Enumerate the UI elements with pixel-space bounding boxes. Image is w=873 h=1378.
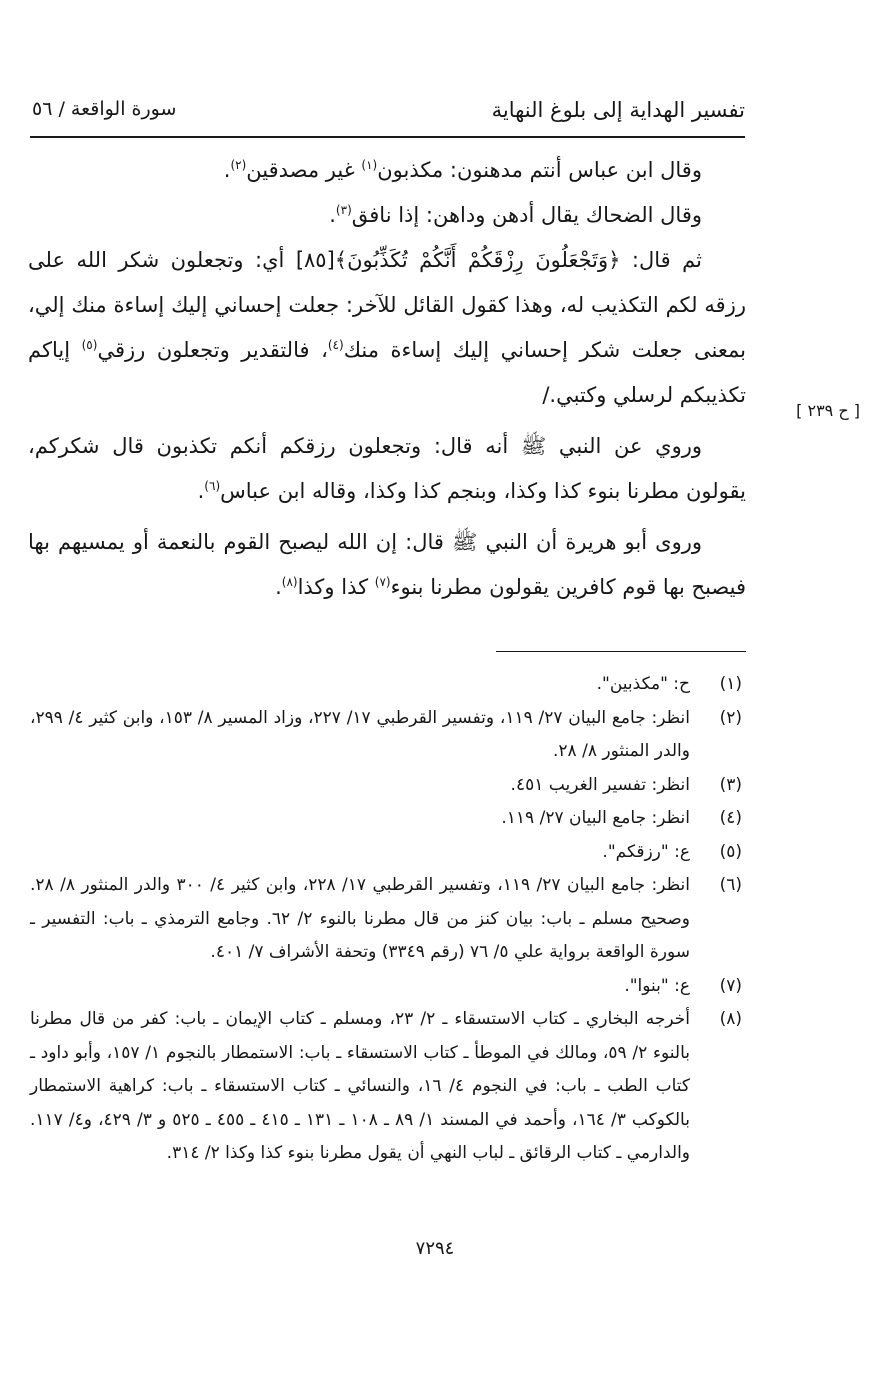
- paragraph-3: ثم قال: ﴿وَتَجْعَلُونَ رِزْقَكُمْ أَنَّكُمْ تُكَذِّبُونَ﴾[٨٥] أي: وتجعلون شكر الله على رزقه لكم التكذيب له، وهذا كقول القائل للآخر: جعلت إحساني إليك إساءة منك إلي، بمعنى جعلت شكر إحساني إليك إساءة منك$^{(٤)}$، فالتقدير وتجعلون رزقي$^{(٥)}$ إياكم تكذيبكم لرسلي وكتبي./: [28, 248, 746, 407]
- footnote-item: [30, 702, 742, 769]
- footnote-ref: (٢): [230, 158, 247, 172]
- manuscript-margin-note: [ ح ٢٣٩ ]: [796, 401, 860, 420]
- footnote-ref: (٣): [335, 203, 352, 217]
- footnote-ref: (٥): [81, 338, 98, 352]
- footnote-ref: (١): [361, 158, 378, 172]
- footnote-number: (٦): [719, 875, 742, 895]
- footnote-item: [30, 836, 742, 870]
- paragraph-5: وروى أبو هريرة أن النبي ﷺ قال: إن الله ليصبح القوم بالنعمة أو يمسيهم بها فيصبح بها قوم كافرين يقولون مطرنا بنوء$^{(٧)}$ كذا وكذا$^{(٨)}$.: [28, 530, 746, 599]
- footnote-number: (٨): [719, 1009, 742, 1029]
- footnote-text: انظر: جامع البيان ٢٧/ ١١٩.: [501, 808, 690, 828]
- footnote-text: انظر: جامع البيان ٢٧/ ١١٩، وتفسير القرطبي ١٧/ ٢٢٨، وابن كثير ٤/ ٣٠٠ والدر المنثور ٨/ ٢٨. وصحيح مسلم ـ باب: بيان كنز من قال مطرنا بالنوء ٢/ ٦٢. وجامع الترمذي ـ باب: التفسير ـ سورة الواقعة برواية علي ٥/ ٧٦ (رقم ٣٣٤٩) وتحفة الأشراف ٧/ ٤٠١.: [30, 875, 690, 962]
- footnote-item: [30, 869, 742, 970]
- footnote-number: (٥): [719, 841, 742, 862]
- paragraph-4: وروي عن النبي ﷺ أنه قال: وتجعلون رزقكم أنكم تكذبون قال شكركم، يقولون مطرنا بنوء كذا وكذا، وبنجم كذا وكذا، وقاله ابن عباس$^{(٦)}$.: [28, 434, 746, 503]
- footnote-number: (٧): [719, 975, 742, 996]
- footnote-item: [30, 802, 742, 836]
- footnotes: [30, 668, 742, 1171]
- paragraph-1: وقال ابن عباس أنتم مدهنون: مكذبون$^{(١)}$ غير مصدقين$^{(٢)}$.: [223, 158, 702, 182]
- page-number: ٧٢٩٤: [415, 1238, 455, 1259]
- footnote-number: (٤): [719, 808, 742, 828]
- footnote-text: انظر: جامع البيان ٢٧/ ١١٩، وتفسير القرطبي ١٧/ ٢٢٧، وزاد المسير ٨/ ١٥٣، وابن كثير ٤/ ٢٩٩، والدر المنثور ٨/ ٢٨.: [30, 707, 690, 761]
- footnote-text: ع: "بنوا".: [624, 975, 690, 996]
- main-text: [28, 148, 746, 610]
- surah-page-label: سورة الواقعة / ٥٦: [32, 98, 177, 120]
- footnote-text: ح: "مكذبين".: [596, 674, 690, 694]
- footnote-ref: (٤): [327, 338, 344, 352]
- footnote-item: [30, 1003, 742, 1171]
- footnote-text: ع: "رزقكم".: [602, 841, 690, 862]
- running-header: [30, 92, 745, 138]
- book-title: تفسير الهداية إلى بلوغ النهاية: [491, 98, 745, 122]
- paragraph-2: وقال الضحاك يقال أدهن وداهن: إذا نافق$^{(٣)}$.: [329, 203, 702, 227]
- footnote-text: انظر: تفسير الغريب ٤٥١.: [510, 774, 690, 795]
- footnote-ref: (٦): [204, 479, 221, 493]
- footnote-ref: (٨): [281, 575, 298, 589]
- footnote-number: (٣): [719, 774, 742, 795]
- footnote-item: [30, 769, 742, 803]
- footnote-text: أخرجه البخاري ـ كتاب الاستسقاء ـ ٢/ ٢٣، ومسلم ـ كتاب الإيمان ـ باب: كفر من قال مطرنا بالنوء ٢/ ٥٩، ومالك في الموطأ ـ كتاب الاستسقاء ـ باب: الاستمطار بالنجوم ١/ ١٥٧، وأبو داود ـ كتاب الطب ـ باب: في النجوم ٤/ ١٦، والنسائي ـ كتاب الاستسقاء ـ باب: كراهية الاستمطار بالكوكب ٣/ ١٦٤، وأحمد في المسند ١/ ٨٩ ـ ١٠٨ ـ ١٣١ ـ ٤١٥ ـ ٤٥٥ ـ ٥٢٥ و ٣/ ٤٢٩، و٤/ ١١٧. والدارمي ـ كتاب الرقائق ـ لباب النهي أن يقول مطرنا بنوء كذا وكذا ٢/ ٣١٤.: [30, 1009, 691, 1163]
- footnote-item: [30, 970, 742, 1004]
- footnote-separator: [496, 651, 746, 652]
- footnote-number: (٢): [719, 707, 742, 728]
- footnote-ref: (٧): [374, 575, 391, 589]
- footnote-item: [30, 668, 742, 702]
- footnote-number: (١): [719, 674, 742, 694]
